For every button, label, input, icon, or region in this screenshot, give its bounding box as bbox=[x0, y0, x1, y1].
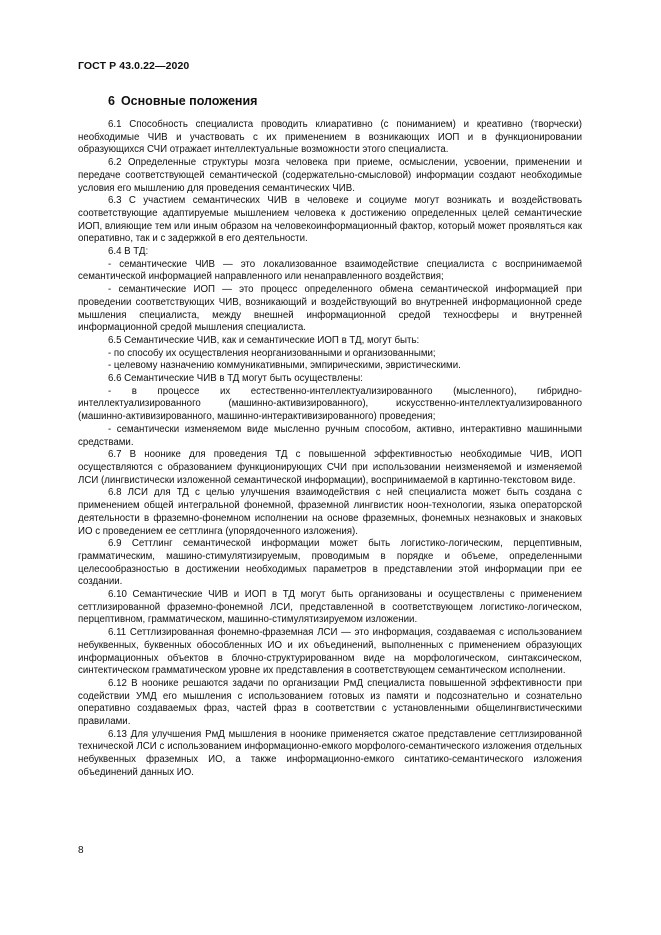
paragraph: 6.6 Семантические ЧИВ в ТД могут быть осуществлены: bbox=[108, 373, 363, 385]
list-item: - семантически изменяемом виде мысленно ручным способом, активно, интерактивно машинными средствами. bbox=[78, 423, 582, 448]
paragraph: 6.10 Семантические ЧИВ и ИОП в ТД могут быть организованы и осуществлены с применением сеттлизированной фраземно-фонемной ЛСИ, представленной в соответствующем логистико-логическом, перцептивном, грамматическом, машинно-стимулятизируемом изложении. bbox=[78, 589, 582, 626]
paragraph: 6.9 Сеттлинг семантической информации может быть логистико-логическим, перцептивным, грамматическим, машино-стимулятизируемым, проводимым в порядке и объеме, определенными целесообразностью в достижении необходимых параметров в представлении этой информации при ее создании. bbox=[78, 538, 582, 588]
paragraph: 6.4 В ТД: bbox=[108, 246, 149, 258]
list-item: - семантические ЧИВ — это локализованное взаимодействие специалиста с воспринимаемой семантической информацией направленного или ненаправленного воздействия; bbox=[78, 258, 582, 283]
list-item: - по способу их осуществления неорганизованными и организованными; bbox=[108, 347, 436, 359]
paragraph: 6.3 С участием семантических ЧИВ в человеке и социуме могут возникать и воздействовать соответствующие адаптируемые мышлением человека к достижению определенных целей семантические ИОП, влияющие тем или иным образом на человекоинформационный фактор, который может проявляться как оперативно, так и с задержкой в его деятельности. bbox=[78, 195, 582, 245]
page-number: 8 bbox=[78, 845, 84, 856]
section-body bbox=[78, 119, 582, 780]
paragraph: 6.2 Определенные структуры мозга человека при приеме, осмыслении, усвоении, применении и передаче соответствующей семантической (содержательно-смысловой) информации создают необходимые условия его мышлению для проведения семантических ЧИВ. bbox=[78, 157, 582, 194]
paragraph: 6.7 В ноонике для проведения ТД с повышенной эффективностью необходимые ЧИВ, ИОП осуществляются с образованием функционирующих СЧИ при использовании неизменяемой и изменяемой ЛСИ (лингвистически изложенной семантической информации), воспринимаемой в картинно-текстовом виде. bbox=[78, 449, 582, 486]
paragraph: 6.12 В ноонике решаются задачи по организации РмД специалиста повышенной эффективности при содействии УМД его мышления с использованием готовых из памяти и подсознательно и сознательно оперативно создаваемых фраз, частей фраз в соответствии с установленными общелингвистическими правилами. bbox=[78, 677, 582, 728]
list-item: - целевому назначению коммуникативными, эмпирическими, эвристическими. bbox=[108, 360, 461, 372]
paragraph: 6.8 ЛСИ для ТД с целью улучшения взаимодействия с ней специалиста может быть создана с применением общей интегральной фонемной, фраземной лингвистик ноон-технологии, языка операторской деятельности в фраземно-фонемном исполнении на основе фраземных, фонемных незнаковых и знаковых ИО с проведением ее сеттлинга (упорядоченного изложения). bbox=[78, 487, 582, 537]
paragraph: 6.11 Сеттлизированная фонемно-фраземная ЛСИ — это информация, создаваемая с использованием небуквенных, буквенных обособленных ИО и их объединений, выполненных с применением образующих информационных объектов в блочно-структурированном виде на морфологическом, синтаксическом, синтектическом грамматическом уровне их представления в соответствующем семантическом исполнении. bbox=[78, 627, 582, 677]
list-item: - в процессе их естественно-интеллектуализированного (мысленного), гибридно-интеллектуализированного (машинно-активизированного), искусственно-интеллектуализированного (машинно-активизированного, машинно-интерактивизированного) проведения; bbox=[78, 385, 582, 423]
paragraph: 6.5 Семантические ЧИВ, как и семантические ИОП в ТД, могут быть: bbox=[108, 334, 420, 346]
section-number: 6 bbox=[108, 94, 115, 108]
list-item: - семантические ИОП — это процесс определенного обмена семантической информацией при проведении соответствующих ЧИВ, возникающий и воздействующий во внутренней информационной среде мышления специалиста, между внешней информационной средой техносферы и внутренней информационной средой мышления специалиста. bbox=[78, 284, 582, 334]
section-heading bbox=[108, 94, 257, 108]
document-header: ГОСТ Р 43.0.22—2020 bbox=[78, 60, 190, 72]
paragraph: 6.1 Способность специалиста проводить клиаративно (с пониманием) и креативно (творчески) необходимые ЧИВ и участвовать с их применением в возникающих ИОП и в функционировании образующихся СЧИ отражает интеллектуальные возможности этого специалиста. bbox=[78, 119, 582, 156]
paragraph: 6.13 Для улучшения РмД мышления в ноонике применяется сжатое представление сеттлизированной технической ЛСИ с использованием информационно-емкого морфолого-семантического изложения отдельных небуквенных фраземных ИО, а также информационно-емкого синтатико-семантического изложения объединений данных ИО. bbox=[78, 728, 582, 778]
section-title: Основные положения bbox=[120, 94, 258, 108]
